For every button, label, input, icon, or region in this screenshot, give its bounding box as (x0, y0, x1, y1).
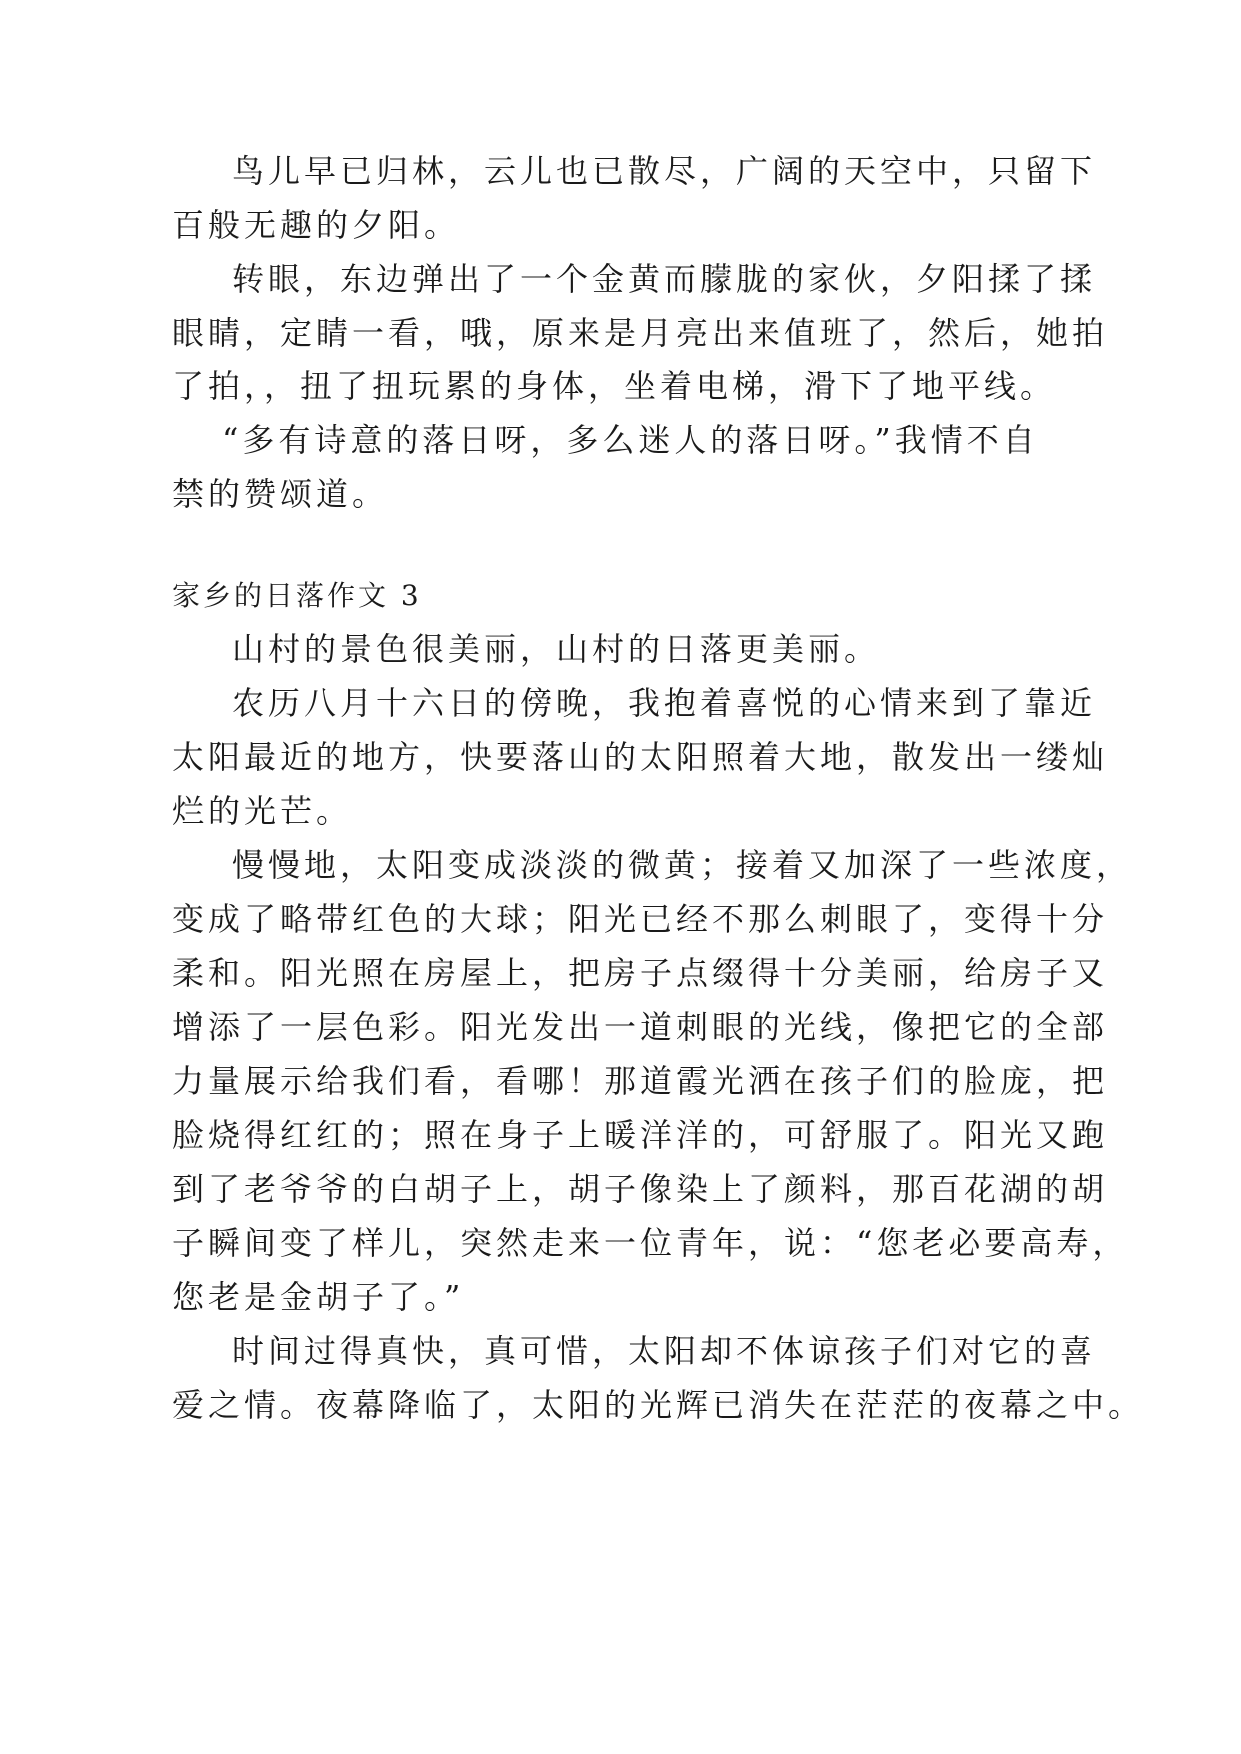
paragraph-line: 到了老爷爷的白胡子上，胡子像染上了颜料，那百花湖的胡 (172, 1170, 1109, 1208)
paragraph-line: 眼睛，定睛一看，哦，原来是月亮出来值班了，然后，她拍 (172, 314, 1109, 352)
paragraph-line: 农历八月十六日的傍晚，我抱着喜悦的心情来到了靠近 (232, 684, 1097, 722)
paragraph-line: 脸烧得红红的；照在身子上暖洋洋的，可舒服了。阳光又跑 (172, 1116, 1109, 1154)
paragraph-line: “多有诗意的落日呀，多么迷人的落日呀。”我情不自 (222, 421, 1039, 459)
paragraph-line: 变成了略带红色的大球；阳光已经不那么刺眼了，变得十分 (172, 900, 1109, 938)
section-title: 家乡的日落作文 3 (172, 579, 422, 612)
paragraph-line: 慢慢地，太阳变成淡淡的微黄；接着又加深了一些浓度， (232, 846, 1133, 884)
paragraph-line: 爱之情。夜幕降临了，太阳的光辉已消失在茫茫的夜幕之中。 (172, 1386, 1145, 1424)
paragraph-line: 烂的光芒。 (172, 792, 353, 830)
paragraph-line: 子瞬间变了样儿，突然走来一位青年，说：“您老必要高寿， (172, 1224, 1129, 1262)
paragraph-line: 禁的赞颂道。 (172, 475, 389, 513)
paragraph-line: 太阳最近的地方，快要落山的太阳照着大地，散发出一缕灿 (172, 738, 1109, 776)
paragraph-line: 力量展示给我们看，看哪！那道霞光洒在孩子们的脸庞，把 (172, 1062, 1109, 1100)
paragraph-line: 百般无趣的夕阳。 (172, 206, 461, 244)
paragraph-line: 增添了一层色彩。阳光发出一道刺眼的光线，像把它的全部 (172, 1008, 1109, 1046)
paragraph-line: 您老是金胡子了。” (172, 1278, 465, 1316)
paragraph-line: 鸟儿早已归林，云儿也已散尽，广阔的天空中，只留下 (232, 152, 1097, 190)
paragraph-line: 时间过得真快，真可惜，太阳却不体谅孩子们对它的喜 (232, 1332, 1097, 1370)
paragraph-line: 了拍，，扭了扭玩累的身体，坐着电梯，滑下了地平线。 (172, 367, 1057, 405)
paragraph-line: 山村的景色很美丽，山村的日落更美丽。 (232, 630, 881, 668)
paragraph-line: 柔和。阳光照在房屋上，把房子点缀得十分美丽，给房子又 (172, 954, 1109, 992)
paragraph-line: 转眼，东边弹出了一个金黄而朦胧的家伙，夕阳揉了揉 (232, 260, 1097, 298)
